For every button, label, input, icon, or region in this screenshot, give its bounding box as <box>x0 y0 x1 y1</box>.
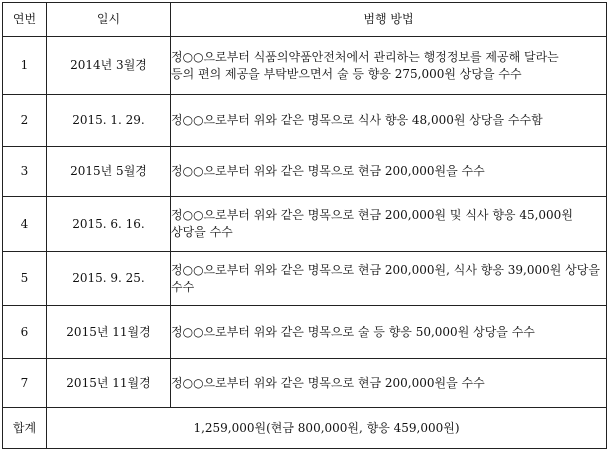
total-value: 1,259,000원(현금 800,000원, 향응 459,000원) <box>47 408 607 449</box>
row-date: 2015. 9. 25. <box>47 252 171 306</box>
row-method-line: 정○○으로부터 위와 같은 명목으로 현금 200,000원을 수수 <box>171 164 485 178</box>
row-date: 2015년 5월경 <box>47 147 171 197</box>
row-date: 2014년 3월경 <box>47 37 171 95</box>
table-row <box>3 147 607 197</box>
row-method-line: 상당을 수수 <box>171 225 233 239</box>
row-method-line: 정○○으로부터 위와 같은 명목으로 현금 200,000원을 수수 <box>171 375 485 390</box>
row-method <box>171 95 607 147</box>
offense-table <box>2 2 607 449</box>
table-row <box>3 359 607 408</box>
table-header-row <box>3 3 607 37</box>
row-method-line: 수수 <box>171 279 195 294</box>
row-no: 1 <box>3 37 47 95</box>
row-method <box>171 37 607 95</box>
table-row <box>3 306 607 359</box>
row-method <box>171 306 607 359</box>
row-method <box>171 359 607 408</box>
row-method-line: 정○○으로부터 위와 같은 명목으로 술 등 향응 50,000원 상당을 수수 <box>171 324 535 339</box>
row-no: 3 <box>3 147 47 197</box>
total-label: 합계 <box>3 408 47 449</box>
row-method-line: 등의 편의 제공을 부탁받으면서 술 등 향응 275,000원 상당을 수수 <box>171 66 522 81</box>
row-no: 4 <box>3 197 47 252</box>
row-method <box>171 147 607 197</box>
row-date: 2015년 11월경 <box>47 359 171 408</box>
row-date: 2015. 6. 16. <box>47 197 171 252</box>
header-method: 범행 방법 <box>171 3 607 37</box>
table-row <box>3 252 607 306</box>
table-row <box>3 95 607 147</box>
row-method-line: 정○○으로부터 식품의약품안전처에서 관리하는 행정정보를 제공해 달라는 <box>171 49 559 64</box>
table-row <box>3 197 607 252</box>
row-no: 7 <box>3 359 47 408</box>
row-no: 6 <box>3 306 47 359</box>
row-no: 2 <box>3 95 47 147</box>
row-method-line: 정○○으로부터 위와 같은 명목으로 식사 향응 48,000원 상당을 수수함 <box>171 113 543 127</box>
row-date: 2015년 11월경 <box>47 306 171 359</box>
row-method <box>171 197 607 252</box>
row-method-line: 정○○으로부터 위와 같은 명목으로 현금 200,000원, 식사 향응 39,000원 상당을 <box>171 262 600 277</box>
header-no: 연번 <box>3 3 47 37</box>
row-date: 2015. 1. 29. <box>47 95 171 147</box>
header-date: 일시 <box>47 3 171 37</box>
row-no: 5 <box>3 252 47 306</box>
row-method <box>171 252 607 306</box>
table-row <box>3 37 607 95</box>
total-row <box>3 408 607 449</box>
row-method-line: 정○○으로부터 위와 같은 명목으로 현금 200,000원 및 식사 향응 45,000원 <box>171 208 573 222</box>
document-frame <box>2 2 606 444</box>
